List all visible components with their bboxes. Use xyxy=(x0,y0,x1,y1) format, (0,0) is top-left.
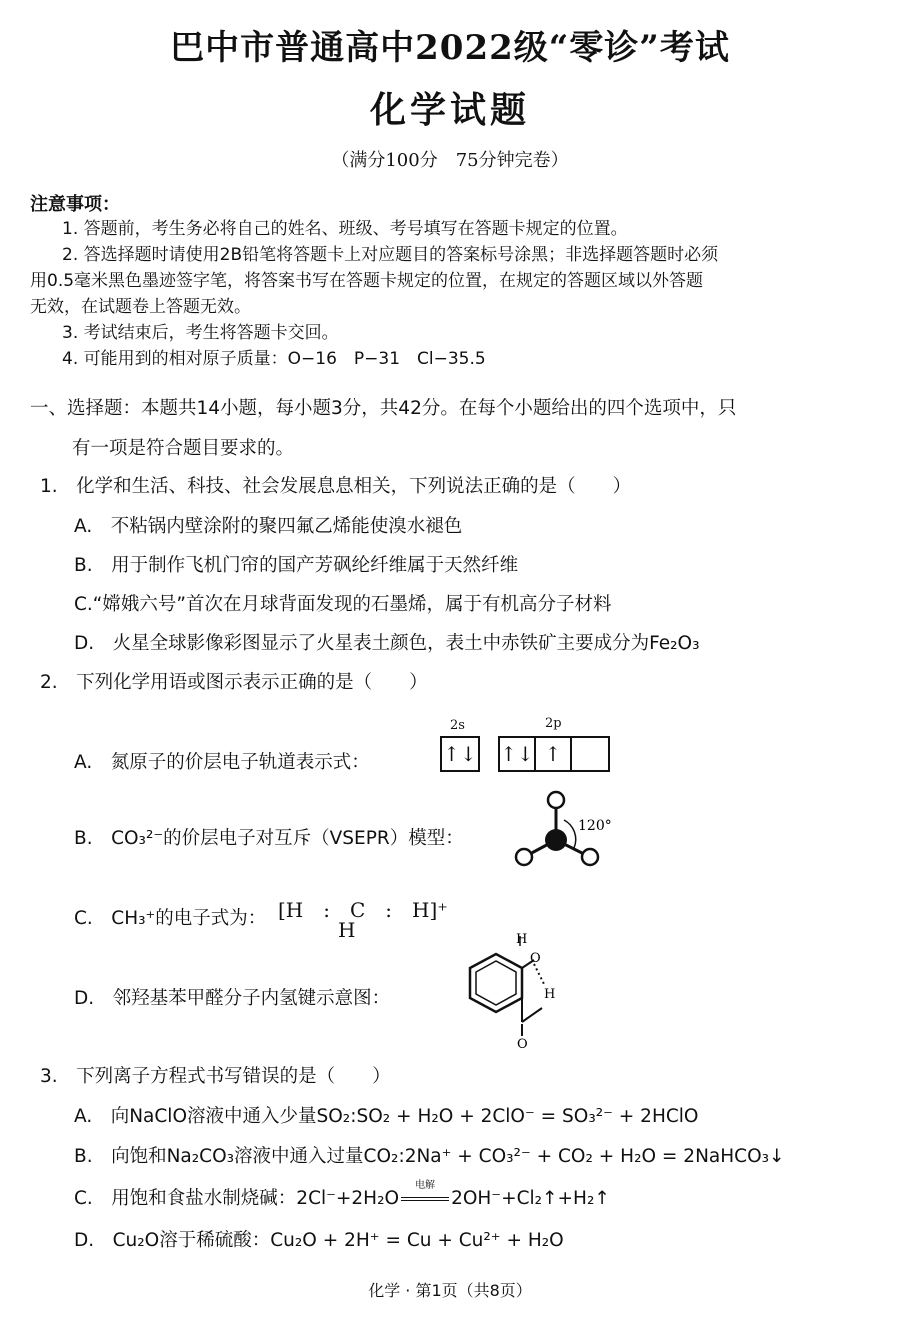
question-1-stem: 1. 化学和生活、科技、社会发展息息相关，下列说法正确的是（ ） xyxy=(40,476,632,497)
exam-meta: （满分100分 75分钟完卷） xyxy=(331,150,569,171)
notes-heading: 注意事项： xyxy=(30,194,120,215)
orbital-2s-box xyxy=(440,736,480,772)
electrolysis-condition: 电解 xyxy=(415,1180,436,1191)
vsepr-model-diagram xyxy=(506,790,636,872)
question-1-option-a: A. 不粘锅内壁涂附的聚四氟乙烯能使溴水褪色 xyxy=(74,516,463,537)
exam-title: 巴中市普通高中2022级“零诊”考试 xyxy=(170,28,730,68)
question-1-option-b: B. 用于制作飞机门帘的国产芳砜纶纤维属于天然纤维 xyxy=(74,555,519,576)
vsepr-angle-label: 120° xyxy=(578,818,612,834)
orbital-2p-label: 2p xyxy=(545,716,562,731)
note-2-end: 无效，在试题卷上答题无效。 xyxy=(30,297,251,317)
note-3: 3. 考试结束后，考生将答题卡交回。 xyxy=(62,323,339,343)
section-heading: 一、选择题：本题共14小题，每小题3分，共42分。在每个小题给出的四个选项中，只 xyxy=(30,398,737,419)
question-3-option-b: B. 向饱和Na₂CO₃溶液中通入过量CO₂:2Na⁺ + CO₃²⁻ + CO₂ + H₂O = 2NaHCO₃↓ xyxy=(74,1146,785,1167)
page-footer: 化学 · 第1页（共8页） xyxy=(368,1281,532,1300)
question-3-stem: 3. 下列离子方程式书写错误的是（ ） xyxy=(40,1066,391,1087)
orbital-2p-cell-1: ↑↓ xyxy=(500,738,536,770)
note-2-cont: 用0.5毫米黑色墨迹签字笔，将答案书写在答题卡规定的位置，在规定的答题区域以外答题 xyxy=(30,271,704,291)
note-2: 2. 答选择题时请使用2B铅笔将答题卡上对应题目的答案标号涂黑；非选择题答题时必须 xyxy=(62,245,719,265)
electrolysis-arrow xyxy=(399,1180,451,1209)
section-heading-cont: 有一项是符合题目要求的。 xyxy=(72,438,295,459)
question-1-option-d: D. 火星全球影像彩图显示了火星表土颜色，表土中赤铁矿主要成分为Fe₂O₃ xyxy=(74,633,700,654)
option-c-equation-left: C. 用饱和食盐水制烧碱：2Cl⁻+2H₂O xyxy=(74,1188,400,1209)
label-o-bottom: O xyxy=(517,1037,528,1050)
subject-title: 化学试题 xyxy=(369,89,530,131)
orbital-2p-cell-2: ↑ xyxy=(536,738,572,770)
label-h-aldehyde: H xyxy=(544,987,556,1002)
option-c-equation-right: 2OH⁻+Cl₂↑+H₂↑ xyxy=(451,1188,610,1209)
hydrogen-bond-diagram xyxy=(430,928,580,1050)
question-2-option-a: A. 氮原子的价层电子轨道表示式： xyxy=(74,752,370,773)
note-4: 4. 可能用到的相对原子质量：O−16 P−31 Cl−35.5 xyxy=(62,349,486,369)
orbital-2s-label: 2s xyxy=(450,718,465,733)
ch3-electron-formula-bottom: H xyxy=(338,918,356,942)
orbital-2p-cell-3 xyxy=(572,738,608,770)
question-2-option-d: D. 邻羟基苯甲醛分子内氢键示意图： xyxy=(74,988,391,1009)
label-o-top: O xyxy=(530,951,541,966)
label-h-top: H xyxy=(516,932,528,947)
question-2-stem: 2. 下列化学用语或图示表示正确的是（ ） xyxy=(40,672,428,693)
question-2-option-c: C. CH₃⁺的电子式为： xyxy=(74,908,267,929)
note-1: 1. 答题前，考生务必将自己的姓名、班级、考号填写在答题卡规定的位置。 xyxy=(62,219,628,239)
orbital-2s-cell: ↑↓ xyxy=(443,742,477,766)
orbital-2p-box xyxy=(498,736,610,772)
question-2-option-b: B. CO₃²⁻的价层电子对互斥（VSEPR）模型： xyxy=(74,828,464,849)
question-3-option-c xyxy=(74,1180,610,1210)
question-1-option-c: C.“嫦娥六号”首次在月球背面发现的石墨烯，属于有机高分子材料 xyxy=(74,594,612,615)
question-3-option-a: A. 向NaClO溶液中通入少量SO₂:SO₂ + H₂O + 2ClO⁻ = SO₃²⁻ + 2HClO xyxy=(74,1106,699,1127)
question-3-option-d: D. Cu₂O溶于稀硫酸：Cu₂O + 2H⁺ = Cu + Cu²⁺ + H₂O xyxy=(74,1230,564,1251)
ch3-electron-formula: [H : C : H]⁺ xyxy=(278,898,448,922)
